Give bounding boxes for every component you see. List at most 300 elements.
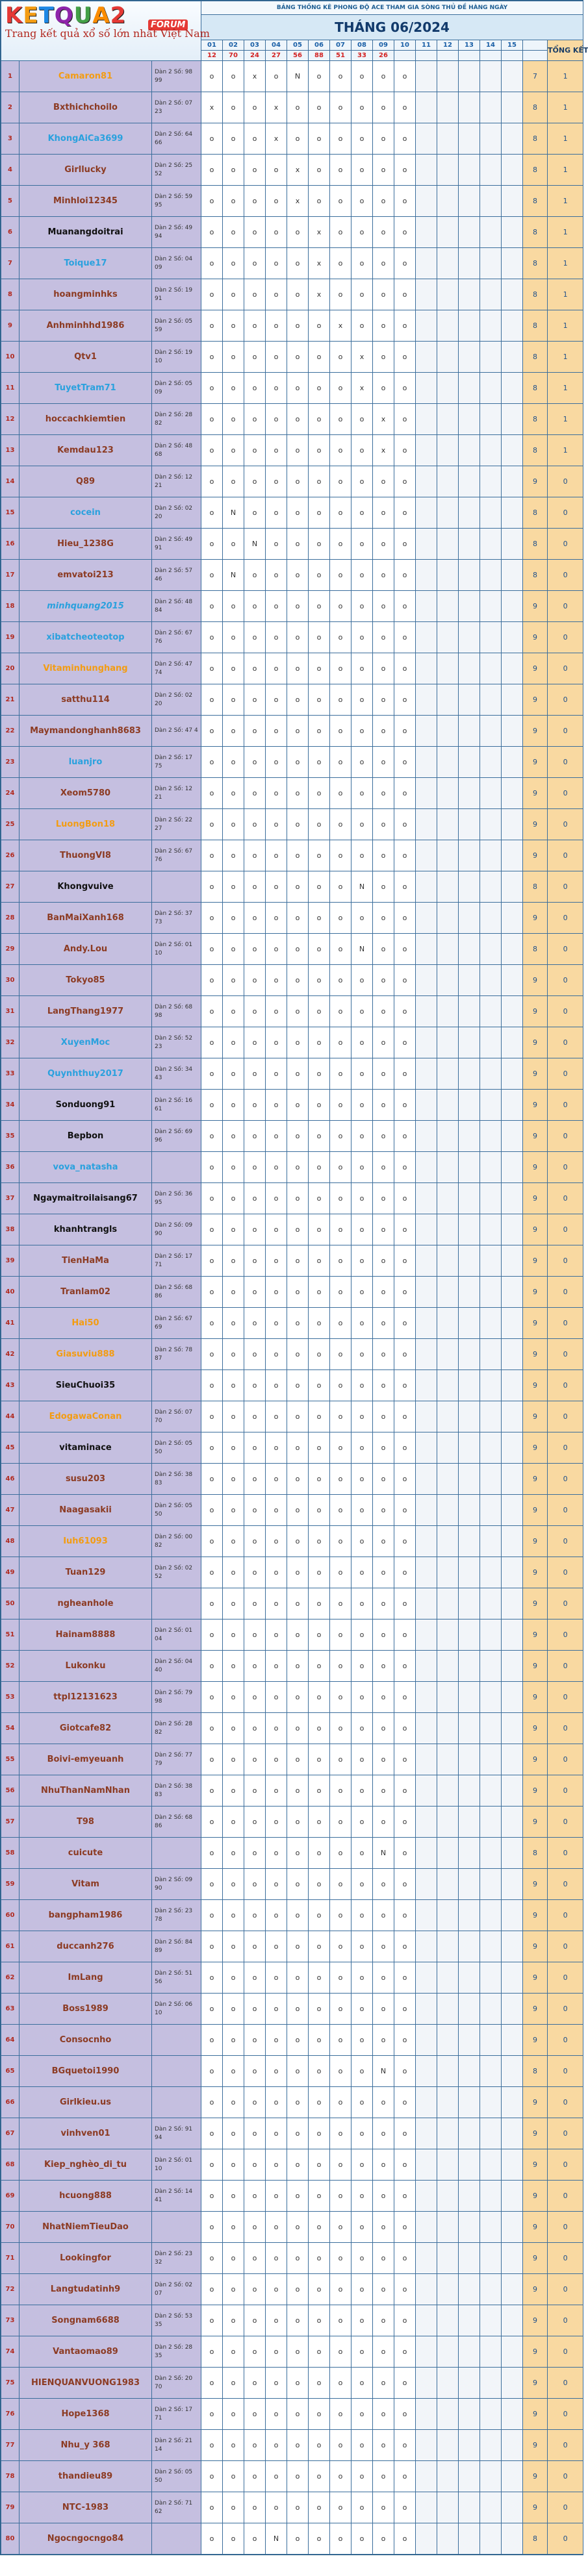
day-result-mark: o	[394, 1495, 416, 1526]
day-result-mark: o	[309, 1838, 330, 1869]
member-name-link[interactable]: Iuh61093	[19, 1526, 152, 1557]
member-name-link[interactable]: TuyetTram71	[19, 373, 152, 404]
day-result-mark: o	[330, 466, 352, 497]
score-value: 9	[523, 1557, 548, 1588]
day-result-mark: o	[373, 871, 394, 903]
day-result-mark: o	[309, 2025, 330, 2056]
day-result-mark: o	[223, 778, 244, 809]
pick-numbers: Dàn 2 Số: 12 21	[152, 778, 201, 809]
member-name-link[interactable]: minhquang2015	[19, 591, 152, 622]
member-name-link[interactable]: ngheanhole	[19, 1588, 152, 1619]
pick-numbers: Dàn 2 Số: 98 99	[152, 61, 201, 92]
empty-day-cell	[480, 2461, 502, 2492]
day-result-mark: o	[309, 1090, 330, 1121]
member-name-link[interactable]: Xeom5780	[19, 778, 152, 809]
member-name-link[interactable]: Hieu_1238G	[19, 529, 152, 560]
member-name-link[interactable]: Boss1989	[19, 1994, 152, 2025]
day-result-mark: o	[201, 2274, 223, 2305]
member-name-link[interactable]: Qtv1	[19, 342, 152, 373]
pick-numbers: Dàn 2 Số: 02 52	[152, 1557, 201, 1588]
day-result-mark: o	[287, 1277, 309, 1308]
empty-day-cell	[502, 965, 523, 996]
score-value: 9	[523, 903, 548, 934]
day-result-mark: o	[201, 1557, 223, 1588]
member-name-link[interactable]: Kemdau123	[19, 435, 152, 466]
member-name-link[interactable]: Boivi-emyeuanh	[19, 1744, 152, 1775]
score-value: 9	[523, 622, 548, 653]
day-result-mark: o	[223, 2305, 244, 2336]
empty-day-cell	[437, 2430, 459, 2461]
member-name-link[interactable]: Giotcafe82	[19, 1713, 152, 1744]
empty-day-cell	[437, 435, 459, 466]
empty-day-cell	[437, 1058, 459, 1090]
total-value: 0	[548, 1838, 583, 1869]
member-name-link[interactable]: NTC-1983	[19, 2492, 152, 2523]
empty-day-cell	[416, 1027, 437, 1058]
member-name-link[interactable]: Lukonku	[19, 1651, 152, 1682]
empty-day-cell	[459, 871, 480, 903]
empty-day-cell	[459, 342, 480, 373]
day-result-mark: o	[309, 1931, 330, 1962]
empty-day-cell	[459, 934, 480, 965]
member-name-link[interactable]: Vantaomao89	[19, 2336, 152, 2368]
pick-numbers: Dàn 2 Số: 47 4	[152, 716, 201, 747]
empty-day-cell	[416, 310, 437, 342]
empty-day-cell	[480, 1682, 502, 1713]
empty-day-cell	[480, 1619, 502, 1651]
member-name-link[interactable]: hoangminhks	[19, 279, 152, 310]
day-result-mark: o	[394, 1682, 416, 1713]
total-value: 0	[548, 2149, 583, 2181]
member-row	[1, 996, 583, 1027]
empty-day-cell	[416, 934, 437, 965]
member-name-link[interactable]: Muanangdoitrai	[19, 217, 152, 248]
row-index: 62	[1, 1962, 19, 1994]
score-value: 8	[523, 342, 548, 373]
day-result-mark: o	[352, 92, 373, 123]
day-result-mark: o	[330, 1838, 352, 1869]
day-result-mark: o	[309, 1058, 330, 1090]
day-result-mark: o	[330, 684, 352, 716]
empty-day-cell	[502, 747, 523, 778]
day-result-mark: o	[309, 684, 330, 716]
empty-day-cell	[416, 1651, 437, 1682]
day-result-mark: o	[223, 1775, 244, 1807]
member-name-link[interactable]: HIENQUANVUONG1983	[19, 2368, 152, 2399]
member-name-link[interactable]: BanMaiXanh168	[19, 903, 152, 934]
empty-day-cell	[416, 1308, 437, 1339]
member-name-link[interactable]: LuongBon18	[19, 809, 152, 840]
day-result-mark: o	[394, 996, 416, 1027]
member-name-link[interactable]: satthu114	[19, 684, 152, 716]
day-result-mark: o	[373, 622, 394, 653]
member-name-link[interactable]: cuicute	[19, 1838, 152, 1869]
day-result-mark: o	[394, 747, 416, 778]
day-result-mark: o	[394, 217, 416, 248]
member-name-link[interactable]: Bxthichchoilo	[19, 92, 152, 123]
row-index: 8	[1, 279, 19, 310]
day-result-mark: x	[287, 186, 309, 217]
row-index: 63	[1, 1994, 19, 2025]
row-index: 19	[1, 622, 19, 653]
day-result-mark: o	[373, 61, 394, 92]
member-name-link[interactable]: Hai50	[19, 1308, 152, 1339]
day-result-mark: o	[352, 2523, 373, 2555]
member-name-link[interactable]: Hope1368	[19, 2399, 152, 2430]
empty-day-cell	[437, 1308, 459, 1339]
pick-numbers: Dàn 2 Số: 07 23	[152, 92, 201, 123]
day-result-mark: o	[330, 342, 352, 373]
day-result-mark: o	[394, 186, 416, 217]
pick-numbers: Dàn 2 Số: 67 69	[152, 1308, 201, 1339]
member-name-link[interactable]: Vitam	[19, 1869, 152, 1900]
pick-numbers: Dàn 2 Số: 21 14	[152, 2430, 201, 2461]
day-result-mark: o	[373, 2149, 394, 2181]
total-value: 0	[548, 1214, 583, 1245]
pick-numbers	[152, 1588, 201, 1619]
empty-day-cell	[416, 1807, 437, 1838]
member-row	[1, 747, 583, 778]
day-result-mark: o	[330, 1931, 352, 1962]
member-name-link[interactable]: Toique17	[19, 248, 152, 279]
total-value: 0	[548, 2243, 583, 2274]
site-logo[interactable]	[5, 3, 126, 29]
day-result-mark: o	[223, 1651, 244, 1682]
day-result-mark: o	[330, 2305, 352, 2336]
day-result-mark: o	[287, 684, 309, 716]
day-result-mark: o	[287, 92, 309, 123]
empty-day-cell	[416, 1464, 437, 1495]
empty-day-cell	[459, 622, 480, 653]
total-value: 0	[548, 653, 583, 684]
member-name-link[interactable]: Andy.Lou	[19, 934, 152, 965]
empty-day-cell	[502, 1464, 523, 1495]
member-name-link[interactable]: Langtudatinh9	[19, 2274, 152, 2305]
member-name-link[interactable]: LangThang1977	[19, 996, 152, 1027]
member-name-link[interactable]: emvatoi213	[19, 560, 152, 591]
member-name-link[interactable]: duccanh276	[19, 1931, 152, 1962]
empty-day-cell	[502, 840, 523, 871]
result-number: 56	[287, 51, 309, 61]
empty-day-cell	[502, 622, 523, 653]
day-result-mark: o	[394, 1588, 416, 1619]
day-result-mark: o	[287, 1838, 309, 1869]
empty-day-cell	[459, 1838, 480, 1869]
day-result-mark: o	[352, 716, 373, 747]
member-name-link[interactable]: Naagasakii	[19, 1495, 152, 1526]
member-name-link[interactable]: khanhtrangls	[19, 1214, 152, 1245]
day-result-mark: o	[201, 2118, 223, 2149]
result-number: 26	[373, 51, 394, 61]
day-result-mark: o	[223, 1744, 244, 1775]
member-name-link[interactable]: ttpl12131623	[19, 1682, 152, 1713]
score-value: 8	[523, 248, 548, 279]
empty-day-cell	[502, 1183, 523, 1214]
score-value: 8	[523, 871, 548, 903]
day-result-mark: o	[373, 2523, 394, 2555]
day-result-mark: o	[266, 1058, 287, 1090]
day-result-mark: o	[394, 1214, 416, 1245]
pick-numbers: Dàn 2 Số: 17 71	[152, 1245, 201, 1277]
day-result-mark: o	[309, 1807, 330, 1838]
member-name-link[interactable]: Giasuviu888	[19, 1339, 152, 1370]
day-result-mark: o	[373, 1464, 394, 1495]
day-result-mark: o	[266, 1464, 287, 1495]
day-result-mark: o	[201, 684, 223, 716]
day-result-mark: o	[201, 1121, 223, 1152]
logo-letter: Q	[54, 3, 74, 29]
empty-day-cell	[502, 809, 523, 840]
empty-day-cell	[459, 1869, 480, 1900]
member-name-link[interactable]: Bepbon	[19, 1121, 152, 1152]
day-result-mark: o	[309, 2368, 330, 2399]
member-name-link[interactable]: Kiep_nghèo_di_tu	[19, 2149, 152, 2181]
member-name-link[interactable]: EdogawaConan	[19, 1401, 152, 1432]
day-result-mark: o	[309, 1994, 330, 2025]
member-name-link[interactable]: Minhloi12345	[19, 186, 152, 217]
day-result-mark: o	[266, 2492, 287, 2523]
day-result-mark: o	[373, 1651, 394, 1682]
day-result-mark: o	[352, 529, 373, 560]
pick-numbers: Dàn 2 Số: 28 82	[152, 404, 201, 435]
pick-numbers: Dàn 2 Số: 34 43	[152, 1058, 201, 1090]
empty-day-cell	[416, 2274, 437, 2305]
total-value: 0	[548, 1526, 583, 1557]
day-result-mark: o	[330, 404, 352, 435]
member-name-link[interactable]: Lookingfor	[19, 2243, 152, 2274]
member-name-link[interactable]: vova_natasha	[19, 1152, 152, 1183]
day-result-mark: o	[394, 497, 416, 529]
day-result-mark: o	[287, 248, 309, 279]
day-result-mark: o	[287, 1214, 309, 1245]
total-value: 0	[548, 2492, 583, 2523]
empty-day-cell	[437, 310, 459, 342]
empty-day-cell	[502, 186, 523, 217]
member-name-link[interactable]: NhuThanNamNhan	[19, 1775, 152, 1807]
empty-day-cell	[437, 1495, 459, 1526]
member-name-link[interactable]: ImLang	[19, 1962, 152, 1994]
member-name-link[interactable]: Tuan129	[19, 1557, 152, 1588]
member-name-link[interactable]: xibatcheoteotop	[19, 622, 152, 653]
empty-day-cell	[459, 2056, 480, 2087]
member-name-link[interactable]: ThuongVI8	[19, 840, 152, 871]
member-name-link[interactable]: Girlkieu.us	[19, 2087, 152, 2118]
total-value: 0	[548, 2181, 583, 2212]
member-name-link[interactable]: Khongvuive	[19, 871, 152, 903]
day-result-mark: o	[330, 1557, 352, 1588]
day-result-mark: o	[201, 809, 223, 840]
row-index: 54	[1, 1713, 19, 1744]
empty-day-cell	[416, 747, 437, 778]
member-name-link[interactable]: XuyenMoc	[19, 1027, 152, 1058]
score-header	[523, 40, 548, 51]
day-result-mark: o	[223, 1339, 244, 1370]
member-name-link[interactable]: Sonduong91	[19, 1090, 152, 1121]
member-name-link[interactable]: SieuChuoi35	[19, 1370, 152, 1401]
member-name-link[interactable]: vinhven01	[19, 2118, 152, 2149]
day-result-mark: o	[223, 1058, 244, 1090]
member-row	[1, 2087, 583, 2118]
member-name-link[interactable]: Tokyo85	[19, 965, 152, 996]
score-value: 9	[523, 1588, 548, 1619]
row-index: 74	[1, 2336, 19, 2368]
day-result-mark: o	[266, 2025, 287, 2056]
member-name-link[interactable]: Songnam6688	[19, 2305, 152, 2336]
day-result-mark: o	[201, 1682, 223, 1713]
day-result-mark: o	[352, 2399, 373, 2430]
day-result-mark: o	[244, 1557, 266, 1588]
pick-numbers: Dàn 2 Số: 07 70	[152, 1401, 201, 1432]
member-row	[1, 1464, 583, 1495]
pick-numbers	[152, 2212, 201, 2243]
day-result-mark: o	[223, 684, 244, 716]
empty-day-cell	[416, 1401, 437, 1432]
member-name-link[interactable]: cocein	[19, 497, 152, 529]
day-result-mark: o	[266, 1588, 287, 1619]
day-result-mark: o	[394, 92, 416, 123]
empty-day-cell	[502, 155, 523, 186]
day-result-mark: o	[394, 1557, 416, 1588]
empty-day-cell	[480, 2118, 502, 2149]
member-name-link[interactable]: Camaron81	[19, 61, 152, 92]
member-name-link[interactable]: Anhminhhd1986	[19, 310, 152, 342]
pick-numbers: Dàn 2 Số: 09 90	[152, 1869, 201, 1900]
total-value: 0	[548, 1058, 583, 1090]
day-result-mark: o	[394, 1370, 416, 1401]
empty-day-cell	[416, 684, 437, 716]
total-value: 0	[548, 1308, 583, 1339]
day-result-mark: o	[309, 2492, 330, 2523]
empty-day-cell	[459, 2243, 480, 2274]
empty-day-cell	[502, 560, 523, 591]
empty-day-cell	[416, 622, 437, 653]
day-result-mark: o	[373, 2212, 394, 2243]
member-row	[1, 840, 583, 871]
day-result-mark: o	[330, 1526, 352, 1557]
member-row	[1, 1838, 583, 1869]
pick-numbers: Dàn 2 Số: 01 10	[152, 2149, 201, 2181]
member-name-link[interactable]: Nhu_y 368	[19, 2430, 152, 2461]
empty-day-cell	[437, 186, 459, 217]
member-name-link[interactable]: Vitaminhunghang	[19, 653, 152, 684]
day-result-mark: o	[309, 2149, 330, 2181]
row-index: 64	[1, 2025, 19, 2056]
day-result-mark: o	[266, 653, 287, 684]
empty-day-cell	[459, 2181, 480, 2212]
day-result-mark: o	[266, 342, 287, 373]
day-result-mark: o	[266, 1090, 287, 1121]
row-index: 33	[1, 1058, 19, 1090]
day-result-mark: o	[394, 1713, 416, 1744]
empty-day-cell	[459, 1401, 480, 1432]
member-name-link[interactable]: Quynhthuy2017	[19, 1058, 152, 1090]
member-name-link[interactable]: Hainam8888	[19, 1619, 152, 1651]
pick-numbers: Dàn 2 Số: 52 23	[152, 1027, 201, 1058]
day-result-mark: o	[244, 1619, 266, 1651]
member-name-link[interactable]: Maymandonghanh8683	[19, 716, 152, 747]
member-name-link[interactable]: Ngaymaitroilaisang67	[19, 1183, 152, 1214]
row-index: 13	[1, 435, 19, 466]
day-result-mark: o	[394, 809, 416, 840]
member-name-link[interactable]: vitaminace	[19, 1432, 152, 1464]
day-result-mark: o	[373, 1308, 394, 1339]
day-result-mark: o	[201, 622, 223, 653]
pick-numbers	[152, 1838, 201, 1869]
member-name-link[interactable]: susu203	[19, 1464, 152, 1495]
pick-numbers: Dàn 2 Số: 64 66	[152, 123, 201, 155]
member-name-link[interactable]: BGquetoi1990	[19, 2056, 152, 2087]
total-value: 1	[548, 92, 583, 123]
day-result-mark: o	[287, 1464, 309, 1495]
forum-banner[interactable]	[1, 1, 210, 61]
member-name-link[interactable]: thandieu89	[19, 2461, 152, 2492]
empty-day-cell	[480, 123, 502, 155]
empty-day-cell	[437, 2149, 459, 2181]
member-name-link[interactable]: Ngocngocngo84	[19, 2523, 152, 2555]
day-result-mark: o	[352, 435, 373, 466]
member-name-link[interactable]: Tranlam02	[19, 1277, 152, 1308]
day-result-mark: o	[244, 2243, 266, 2274]
row-index: 5	[1, 186, 19, 217]
day-result-mark: o	[223, 2212, 244, 2243]
empty-day-cell	[459, 155, 480, 186]
empty-day-cell	[480, 591, 502, 622]
member-name-link[interactable]: bangpham1986	[19, 1900, 152, 1931]
day-result-mark: o	[394, 373, 416, 404]
day-result-mark: o	[373, 92, 394, 123]
empty-day-cell	[437, 2368, 459, 2399]
member-row	[1, 965, 583, 996]
empty-day-cell	[502, 2243, 523, 2274]
empty-day-cell	[416, 92, 437, 123]
day-result-mark: o	[330, 1588, 352, 1619]
member-name-link[interactable]: hoccachkiemtien	[19, 404, 152, 435]
empty-day-cell	[459, 1526, 480, 1557]
empty-day-cell	[480, 2492, 502, 2523]
day-header: 10	[394, 40, 416, 51]
total-value: 0	[548, 2056, 583, 2087]
member-name-link[interactable]: luanjro	[19, 747, 152, 778]
empty-day-cell	[416, 809, 437, 840]
member-name-link[interactable]: Girllucky	[19, 155, 152, 186]
row-index: 39	[1, 1245, 19, 1277]
member-name-link[interactable]: TienHaMa	[19, 1245, 152, 1277]
member-name-link[interactable]: T98	[19, 1807, 152, 1838]
pick-numbers: Dàn 2 Số: 67 76	[152, 622, 201, 653]
member-name-link[interactable]: Q89	[19, 466, 152, 497]
empty-day-cell	[480, 778, 502, 809]
day-result-mark: x	[309, 248, 330, 279]
member-row	[1, 2274, 583, 2305]
member-name-link[interactable]: NhatNiemTieuDao	[19, 2212, 152, 2243]
member-name-link[interactable]: Consocnho	[19, 2025, 152, 2056]
score-value: 9	[523, 1308, 548, 1339]
empty-day-cell	[480, 1214, 502, 1245]
empty-day-cell	[437, 1775, 459, 1807]
member-name-link[interactable]: KhongAiCa3699	[19, 123, 152, 155]
row-index: 65	[1, 2056, 19, 2087]
day-result-mark: o	[394, 2336, 416, 2368]
day-result-mark: o	[373, 1713, 394, 1744]
day-result-mark: o	[201, 996, 223, 1027]
day-result-mark: o	[266, 2430, 287, 2461]
score-value: 8	[523, 217, 548, 248]
empty-day-cell	[416, 279, 437, 310]
day-result-mark: N	[266, 2523, 287, 2555]
member-name-link[interactable]: hcuong888	[19, 2181, 152, 2212]
day-result-mark: o	[352, 1962, 373, 1994]
day-result-mark: o	[287, 934, 309, 965]
